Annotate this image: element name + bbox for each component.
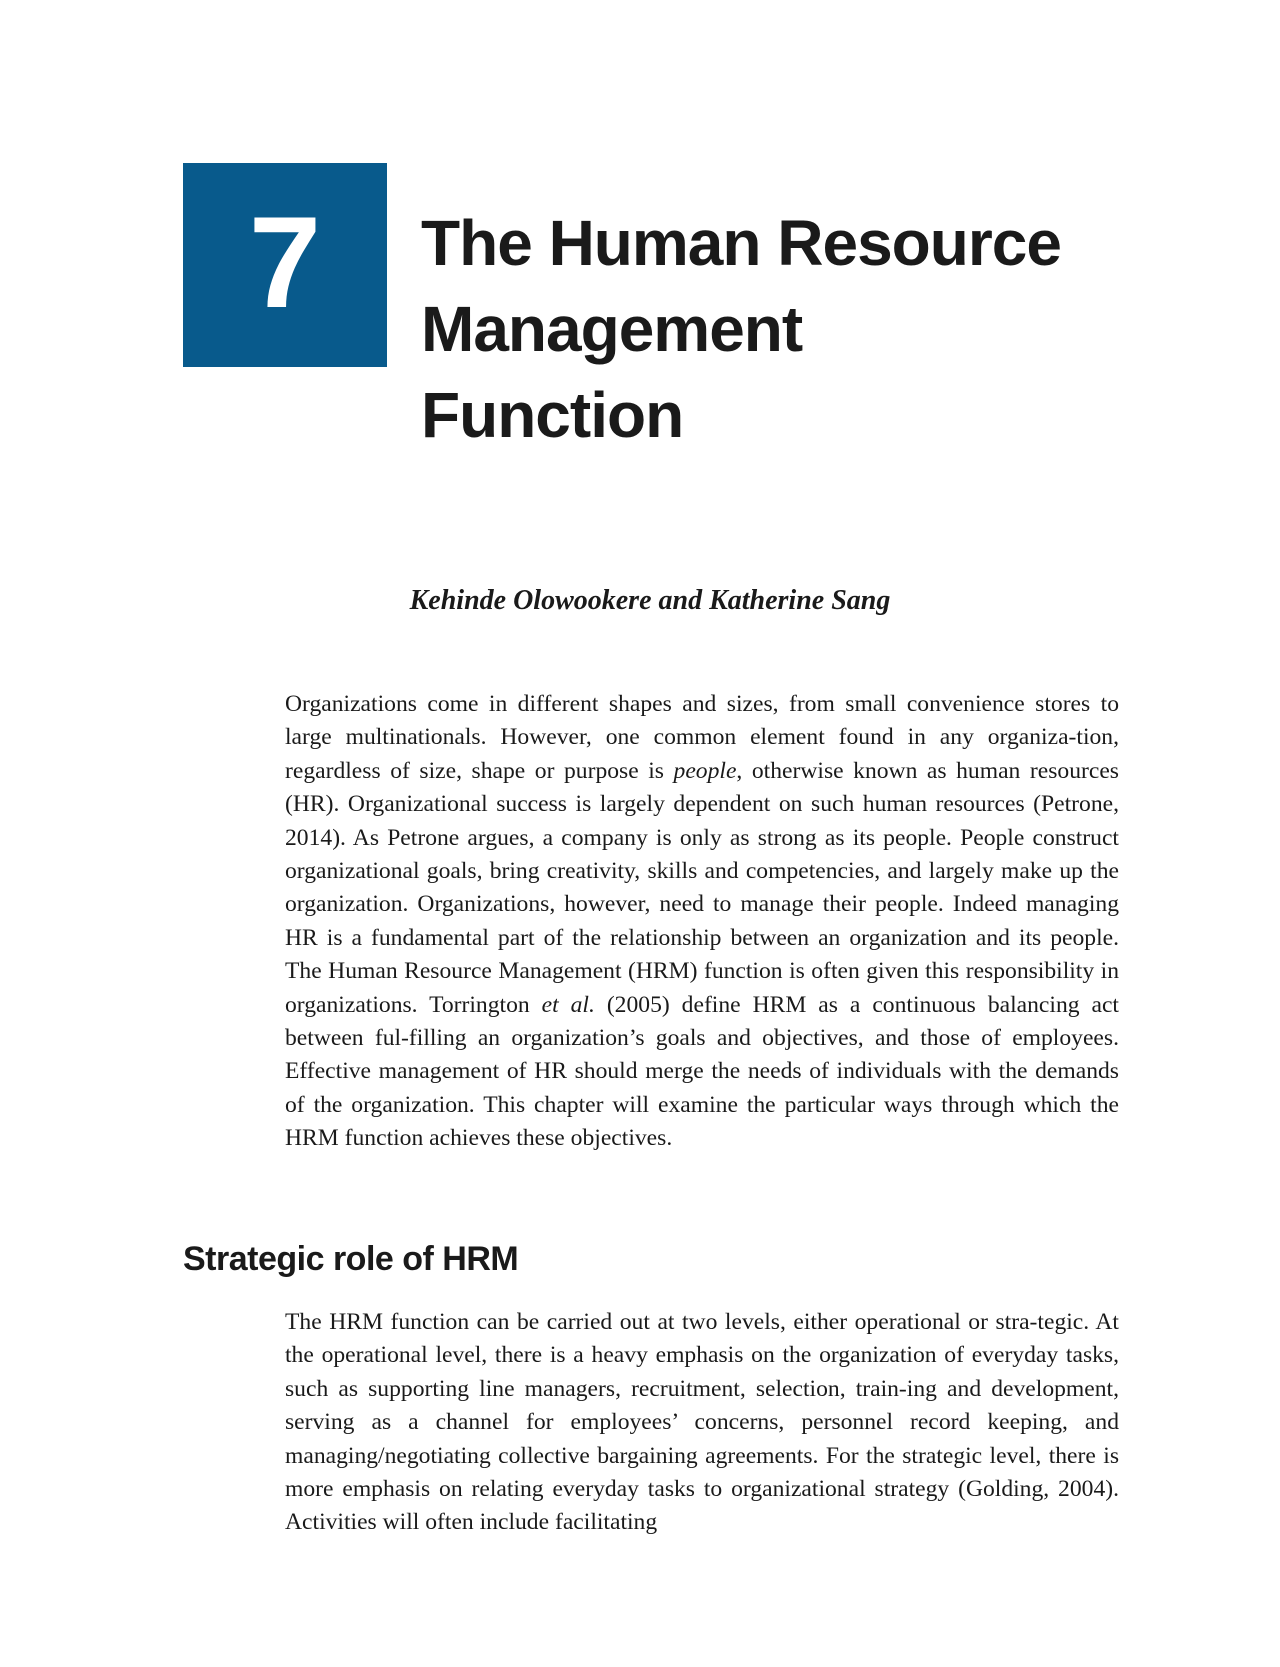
chapter-title (421, 200, 1141, 458)
intro-emphasis-people: people (673, 757, 737, 784)
section-paragraph: The HRM function can be carried out at two levels, either operational or stra-tegic. At the operational level, there is a heavy emphasis on the organization of everyday tasks, such as supporting line managers, recruitment, selection, train-ing and development, serving as a channel for employees’ concerns, personnel record keeping, and managing/negotiating collective bargaining agreements. For the strategic level, there is more emphasis on relating everyday tasks to organizational strategy (Golding, 2004). Activities will often include facilitating (285, 1309, 1119, 1536)
chapter-title-line-2: Management (421, 293, 803, 365)
intro-text-part-2: , otherwise known as human resources (HR). Organizational success is largely dependent on such human resources (Petrone, 2014). As Petrone argues, a company is only as strong as its people. People construct organizational goals, bring creativity, skills and competencies, and largely make up the organization. Organizations, however, need to manage their people. Indeed managing HR is a fundamental part of the relationship between an organization and its people. The Human Resource Management (HRM) function is often given this responsibility in organizations. Torrington (285, 757, 1119, 1018)
chapter-authors: Kehinde Olowookere and Katherine Sang (409, 585, 891, 616)
intro-text-part-3: (2005) define HRM as a continuous balancing act between ful-filling an organization’s goals and objectives, and those of employees. Effective management of HR should merge the needs of individuals with the demands of the organization. This chapter will examine the particular ways through which the HRM function achieves these objectives. (285, 991, 1119, 1152)
section-heading: Strategic role of HRM (183, 1240, 519, 1278)
chapter-title-line-1: The Human Resource (421, 207, 1061, 279)
chapter-number-box (183, 163, 387, 367)
chapter-title-line-3: Function (421, 379, 684, 451)
intro-paragraph (285, 688, 1119, 1156)
chapter-number: 7 (248, 189, 322, 335)
intro-emphasis-et-al: et al. (541, 991, 595, 1018)
intro-text-part-1: Organizations come in different shapes and sizes, from small convenience stores to large multinationals. However, one common element found in any organiza-tion, regardless of size, shape or purpose is (285, 691, 1119, 784)
